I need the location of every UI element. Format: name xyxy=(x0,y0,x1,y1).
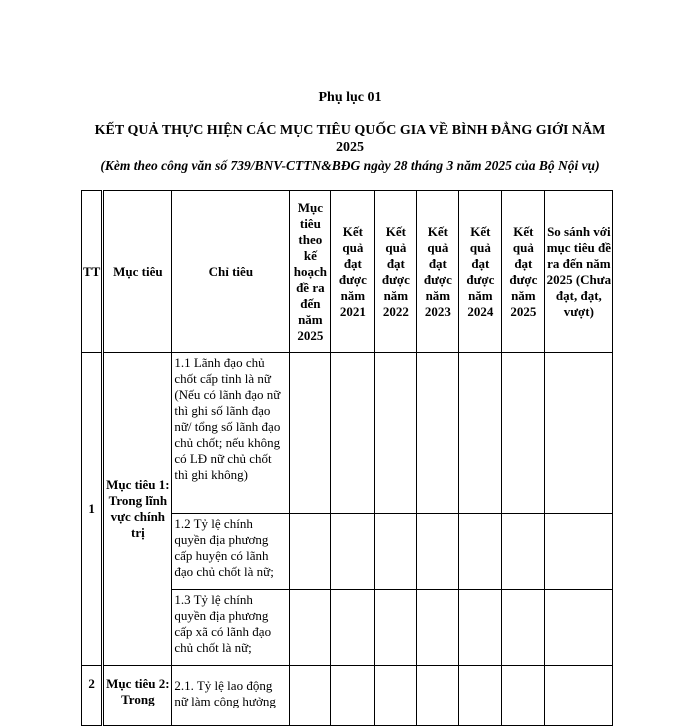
result-2021-cell[interactable] xyxy=(331,666,375,726)
header-comparison: So sánh với mục tiêu đề ra đến năm 2025 (Chưa đạt, đạt, vượt) xyxy=(545,191,613,353)
indicator-cell xyxy=(172,666,290,726)
result-2023-cell[interactable] xyxy=(417,353,459,514)
document-title: KẾT QUẢ THỰC HIỆN CÁC MỤC TIÊU QUỐC GIA VỀ BÌNH ĐẲNG GIỚI NĂM 2025 xyxy=(94,123,606,155)
result-2022-cell[interactable] xyxy=(375,514,417,590)
result-2022-cell[interactable] xyxy=(375,590,417,666)
target-cell[interactable] xyxy=(290,590,331,666)
result-2025-cell[interactable] xyxy=(502,590,545,666)
goal-cell: Mục tiêu 1: Trong lĩnh vực chính trị xyxy=(103,353,172,666)
result-2024-cell[interactable] xyxy=(459,353,502,514)
row-number-text: 2 xyxy=(88,676,95,691)
result-2024-cell[interactable] xyxy=(459,590,502,666)
document-subtitle: (Kèm theo công văn số 739/BNV-CTTN&BĐG ngày 28 tháng 3 năm 2025 của Bộ Nội vụ) xyxy=(100,158,600,173)
result-2022-cell[interactable] xyxy=(375,353,417,514)
target-cell[interactable] xyxy=(290,666,331,726)
result-2023-cell[interactable] xyxy=(417,514,459,590)
header-result-2025: Kết quả đạt được năm 2025 xyxy=(502,191,545,353)
header-target: Mục tiêu theo kế hoạch đề ra đến năm 2025 xyxy=(290,191,331,353)
table-header-row xyxy=(82,191,613,353)
header-tt: TT xyxy=(82,191,103,353)
goal-cell xyxy=(103,666,172,726)
header-indicator: Chỉ tiêu xyxy=(172,191,290,353)
result-2021-cell[interactable] xyxy=(331,353,375,514)
result-2025-cell[interactable] xyxy=(502,514,545,590)
comparison-cell[interactable] xyxy=(545,514,613,590)
row-number: 1 xyxy=(82,353,103,666)
comparison-cell[interactable] xyxy=(545,590,613,666)
header-goal: Mục tiêu xyxy=(103,191,172,353)
target-cell[interactable] xyxy=(290,514,331,590)
comparison-cell[interactable] xyxy=(545,666,613,726)
result-2025-cell[interactable] xyxy=(502,353,545,514)
appendix-label: Phụ lục 01 xyxy=(318,90,382,105)
indicator-cell: 1.1 Lãnh đạo chủ chốt cấp tỉnh là nữ (Nếu có lãnh đạo nữ thì ghi số lãnh đạo nữ/ tổng số lãnh đạo chủ chốt; nếu không có LĐ nữ chủ chốt thì ghi không) xyxy=(172,353,290,514)
results-table xyxy=(81,190,613,726)
result-2025-cell[interactable] xyxy=(502,666,545,726)
comparison-cell[interactable] xyxy=(545,353,613,514)
result-2021-cell[interactable] xyxy=(331,514,375,590)
result-2021-cell[interactable] xyxy=(331,590,375,666)
target-cell[interactable] xyxy=(290,353,331,514)
header-result-2023: Kết quả đạt được năm 2023 xyxy=(417,191,459,353)
table-row xyxy=(82,666,613,726)
goal-text: Mục tiêu 2: Trong xyxy=(106,676,170,706)
result-2022-cell[interactable] xyxy=(375,666,417,726)
result-2024-cell[interactable] xyxy=(459,666,502,726)
header-result-2021: Kết quả đạt được năm 2021 xyxy=(331,191,375,353)
indicator-cell: 1.2 Tỷ lệ chính quyền địa phương cấp huyện có lãnh đạo chủ chốt là nữ; xyxy=(172,514,290,590)
table-row xyxy=(82,353,613,514)
result-2023-cell[interactable] xyxy=(417,666,459,726)
row-number xyxy=(82,666,103,726)
result-2024-cell[interactable] xyxy=(459,514,502,590)
header-result-2024: Kết quả đạt được năm 2024 xyxy=(459,191,502,353)
indicator-text: 2.1. Tỷ lệ lao động nữ làm công hưởng xyxy=(174,678,276,708)
header-result-2022: Kết quả đạt được năm 2022 xyxy=(375,191,417,353)
indicator-cell: 1.3 Tỷ lệ chính quyền địa phương cấp xã có lãnh đạo chủ chốt là nữ; xyxy=(172,590,290,666)
result-2023-cell[interactable] xyxy=(417,590,459,666)
